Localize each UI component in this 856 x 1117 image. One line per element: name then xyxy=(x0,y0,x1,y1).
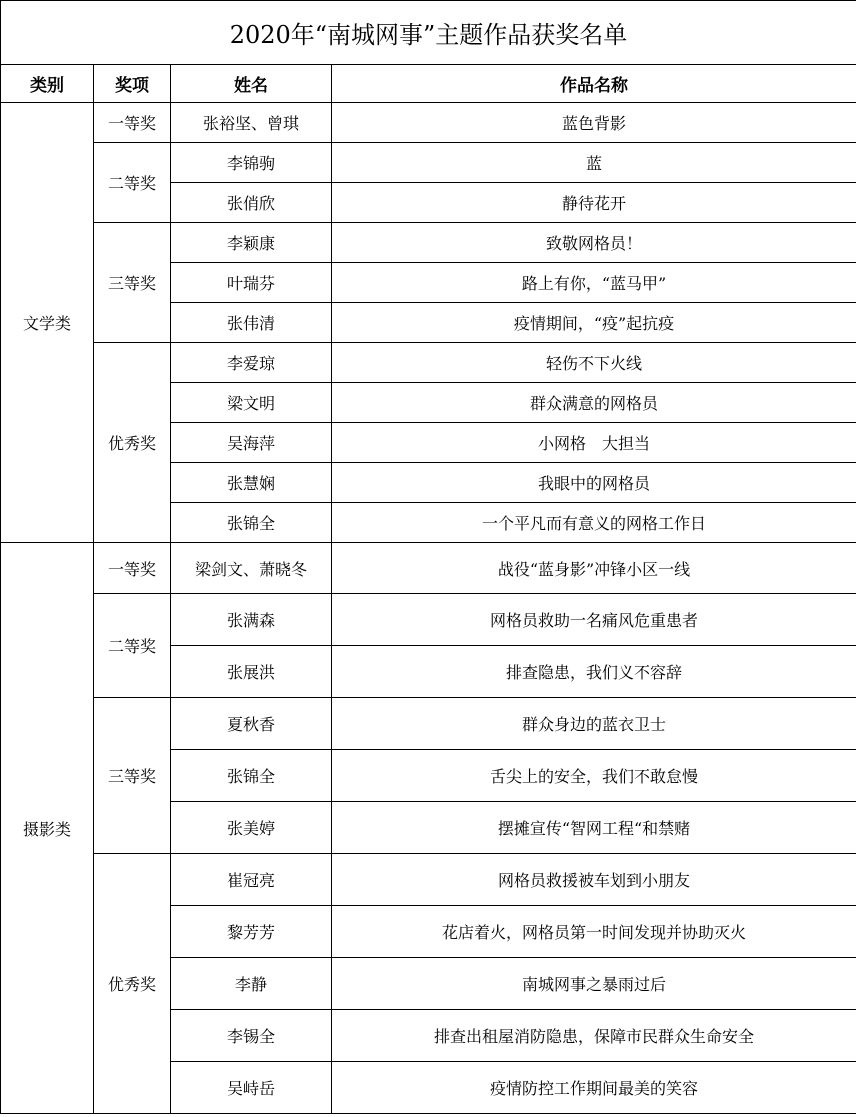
work-title-cell: 小网格 大担当 xyxy=(332,423,856,463)
table-row xyxy=(1,854,856,906)
table-row xyxy=(1,594,856,646)
name-cell: 张伟清 xyxy=(171,303,332,343)
name-cell: 张满森 xyxy=(171,594,332,646)
name-cell: 李爱琼 xyxy=(171,343,332,383)
award-cell: 一等奖 xyxy=(94,103,171,143)
work-title-cell: 网格员救助一名痛风危重患者 xyxy=(332,594,856,646)
award-cell: 优秀奖 xyxy=(94,343,171,543)
name-cell: 张俏欣 xyxy=(171,183,332,223)
name-cell: 张慧娴 xyxy=(171,463,332,503)
name-cell: 夏秋香 xyxy=(171,698,332,750)
header-award: 奖项 xyxy=(94,65,171,103)
work-title-cell: 群众身边的蓝衣卫士 xyxy=(332,698,856,750)
category-cell: 摄影类 xyxy=(1,543,94,1114)
award-cell: 二等奖 xyxy=(94,143,171,223)
name-cell: 李锡全 xyxy=(171,1010,332,1062)
name-cell: 张裕坚、曾琪 xyxy=(171,103,332,143)
name-cell: 李颖康 xyxy=(171,223,332,263)
name-cell: 叶瑞芬 xyxy=(171,263,332,303)
work-title-cell: 致敬网格员！ xyxy=(332,223,856,263)
work-title-cell: 排查出租屋消防隐患，保障市民群众生命安全 xyxy=(332,1010,856,1062)
work-title-cell: 路上有你，“蓝马甲” xyxy=(332,263,856,303)
work-title-cell: 静待花开 xyxy=(332,183,856,223)
work-title-cell: 蓝 xyxy=(332,143,856,183)
name-cell: 张锦全 xyxy=(171,750,332,802)
work-title-cell: 一个平凡而有意义的网格工作日 xyxy=(332,503,856,543)
work-title-cell: 群众满意的网格员 xyxy=(332,383,856,423)
table-row xyxy=(1,103,856,143)
name-cell: 张美婷 xyxy=(171,802,332,854)
table-row xyxy=(1,143,856,183)
award-cell: 三等奖 xyxy=(94,223,171,343)
work-title-cell: 花店着火，网格员第一时间发现并协助灭火 xyxy=(332,906,856,958)
work-title-cell: 蓝色背影 xyxy=(332,103,856,143)
work-title-cell: 轻伤不下火线 xyxy=(332,343,856,383)
work-title-cell: 摆摊宣传“智网工程“和禁赌 xyxy=(332,802,856,854)
name-cell: 黎芳芳 xyxy=(171,906,332,958)
title-row xyxy=(1,1,856,65)
header-row xyxy=(1,65,856,103)
work-title-cell: 战役“蓝身影”冲锋小区一线 xyxy=(332,543,856,594)
table-row xyxy=(1,343,856,383)
name-cell: 李静 xyxy=(171,958,332,1010)
name-cell: 崔冠亮 xyxy=(171,854,332,906)
award-cell: 三等奖 xyxy=(94,698,171,854)
work-title-cell: 舌尖上的安全，我们不敢怠慢 xyxy=(332,750,856,802)
table-row xyxy=(1,543,856,594)
header-work: 作品名称 xyxy=(332,65,856,103)
header-name: 姓名 xyxy=(171,65,332,103)
page-title: 2020年“南城网事”主题作品获奖名单 xyxy=(1,1,856,65)
name-cell: 张展洪 xyxy=(171,646,332,698)
award-cell: 一等奖 xyxy=(94,543,171,594)
work-title-cell: 排查隐患，我们义不容辞 xyxy=(332,646,856,698)
table-row xyxy=(1,223,856,263)
category-cell: 文学类 xyxy=(1,103,94,543)
name-cell: 吴峙岳 xyxy=(171,1062,332,1114)
work-title-cell: 网格员救援被车划到小朋友 xyxy=(332,854,856,906)
name-cell: 张锦全 xyxy=(171,503,332,543)
header-category: 类别 xyxy=(1,65,94,103)
work-title-cell: 我眼中的网格员 xyxy=(332,463,856,503)
name-cell: 梁剑文、萧晓冬 xyxy=(171,543,332,594)
name-cell: 梁文明 xyxy=(171,383,332,423)
work-title-cell: 疫情期间，“疫”起抗疫 xyxy=(332,303,856,343)
table-row xyxy=(1,698,856,750)
name-cell: 李锦驹 xyxy=(171,143,332,183)
award-cell: 二等奖 xyxy=(94,594,171,698)
award-cell: 优秀奖 xyxy=(94,854,171,1114)
work-title-cell: 南城网事之暴雨过后 xyxy=(332,958,856,1010)
work-title-cell: 疫情防控工作期间最美的笑容 xyxy=(332,1062,856,1114)
name-cell: 吴海萍 xyxy=(171,423,332,463)
